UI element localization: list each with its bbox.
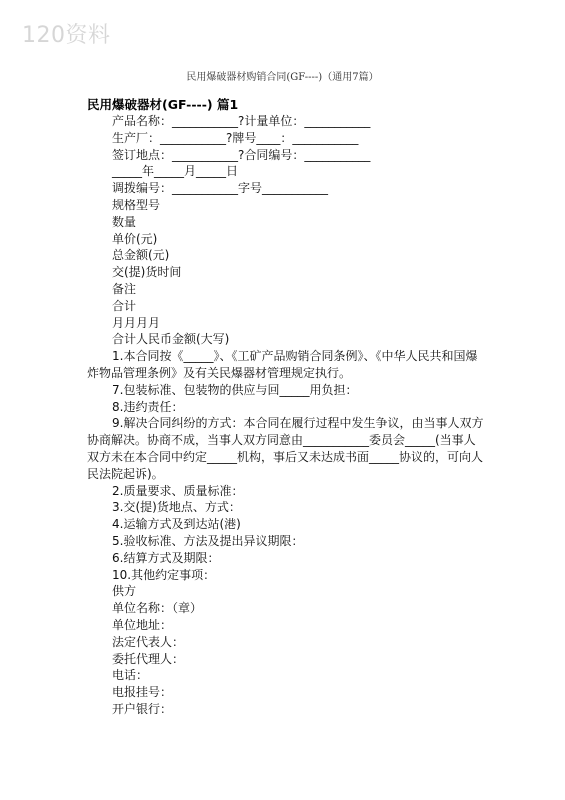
section-title: 民用爆破器材(GF----) 篇1	[87, 97, 239, 112]
column-spec-model: 规格型号	[112, 197, 161, 212]
contract-body	[87, 113, 484, 718]
supplier-legal-rep: 法定代表人：	[112, 634, 185, 649]
clause-3: 3.交(提)货地点、方式：	[112, 500, 241, 515]
field-product-name: 产品名称：___________?计量单位：___________	[112, 114, 371, 128]
supplier-agent: 委托代理人：	[112, 651, 185, 666]
clause-2: 2.质量要求、质量标准：	[112, 483, 244, 498]
supplier-bank: 开户银行：	[112, 701, 173, 716]
clause-5: 5.验收标准、方法及提出异议期限：	[112, 533, 304, 548]
column-total-amount: 总金额(元)	[112, 248, 170, 263]
column-remarks: 备注	[112, 281, 137, 296]
row-total: 合计	[112, 298, 137, 313]
column-delivery-time: 交(提)货时间	[112, 265, 182, 280]
supplier-address: 单位地址：	[112, 617, 173, 632]
clause-10: 10.其他约定事项：	[112, 567, 216, 582]
supplier-telegraph: 电报挂号：	[112, 685, 173, 700]
column-quantity: 数量	[112, 214, 137, 229]
clause-7: 7.包装标准、包装物的供应与回_____用负担：	[112, 382, 358, 397]
supplier-unit-name: 单位名称：（章）	[112, 601, 203, 616]
field-date: _____年_____月_____日	[112, 164, 239, 179]
supplier-heading: 供方	[112, 584, 137, 599]
clause-9: 9.解决合同纠纷的方式：本合同在履行过程中发生争议，由当事人双方协商解决。协商不成，当事人双方同意由___________委员会_____(当事人双方未在本合同中约定_____机构，事后又未达成书面_____协议的，可向人民法院起诉)。	[87, 416, 484, 481]
clause-8: 8.违约责任：	[112, 399, 184, 414]
clause-6: 6.结算方式及期限：	[112, 550, 220, 565]
column-unit-price: 单价(元)	[112, 231, 158, 246]
document-header: 民用爆破器材购销合同(GF----)（通用7篇）	[186, 72, 379, 83]
clause-1: 1.本合同按《_____》、《工矿产品购销合同条例》、《中华人民共和国爆炸物品管理条例》及有关民爆器材管理规定执行。	[87, 349, 478, 380]
watermark: 120资料	[22, 23, 111, 48]
field-manufacturer: 生产厂：___________?牌号____：___________	[112, 130, 359, 145]
supplier-phone: 电话：	[112, 668, 149, 683]
row-months: 月月月月	[112, 315, 161, 330]
field-allocation-number: 调拨编号：___________字号___________	[112, 181, 329, 196]
field-signing-place: 签订地点：___________?合同编号：___________	[112, 147, 371, 162]
row-total-rmb: 合计人民币金额(大写)	[112, 332, 230, 347]
clause-4: 4.运输方式及到达站(港)	[112, 517, 241, 532]
